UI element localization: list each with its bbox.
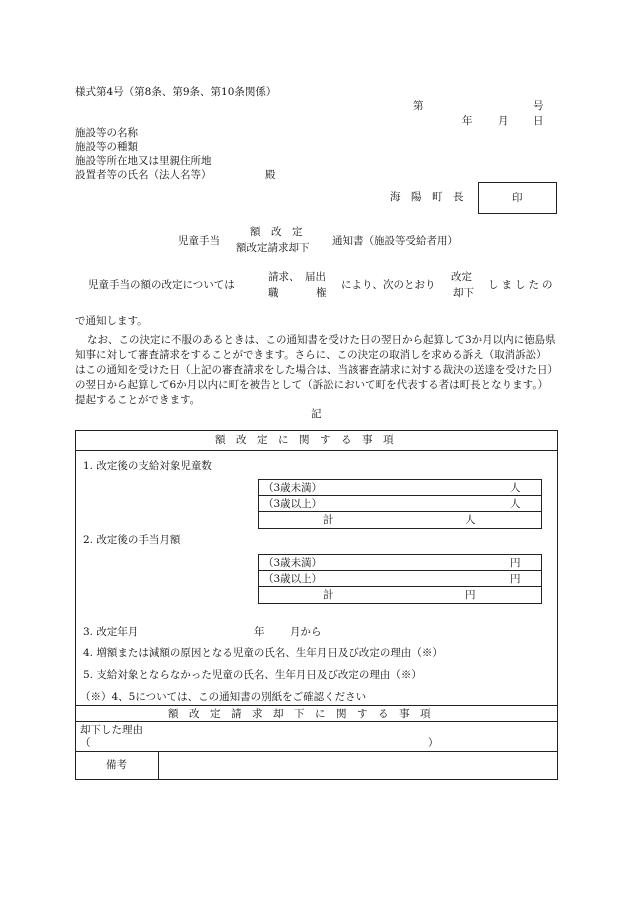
divider (75, 721, 557, 722)
honorific: 殿 (265, 169, 276, 181)
amount-under3-label: （3歳未満） (263, 557, 323, 569)
amount-over3-label: （3歳以上） (263, 573, 323, 585)
title-option-revision: 額 改 定 (250, 226, 303, 238)
notice-continuation: で通知します。 (75, 315, 148, 327)
revision-section-heading: 額 改 定 に 関 す る 事 項 (215, 434, 394, 446)
item4-label: 4. 増額または減額の原因となる児童の氏名、生年月日及び改定の理由（※） (83, 647, 443, 659)
date-year-label: 年 (462, 115, 473, 127)
divider (258, 495, 541, 496)
divider (158, 751, 159, 779)
item3-label: 3. 改定年月 (83, 626, 139, 638)
rejection-reason-open-paren: （ (80, 737, 91, 749)
notice-option-revised: 改定 (451, 271, 472, 283)
rejection-section-heading: 額 改 定 請 求 却 下 に 関 す る 事 項 (168, 708, 431, 720)
facility-type-label: 施設等の種類 (75, 141, 138, 153)
notice-middle: により、次のとおり (341, 279, 436, 291)
notice-option-report: 届出 (305, 271, 326, 283)
notice-option-ex-officio: 職 (268, 287, 279, 299)
title-option-rejection: 額改定請求却下 (236, 242, 310, 254)
children-total-unit: 人 (465, 514, 476, 526)
item3-year: 年 (254, 626, 265, 638)
rejection-reason-label: 却下した理由 (80, 724, 143, 736)
children-under3-unit: 人 (510, 482, 521, 494)
amount-under3-unit: 円 (510, 557, 521, 569)
remarks-label: 備考 (106, 759, 127, 771)
children-under3-label: （3歳未満） (263, 482, 323, 494)
children-total-label: 計 (323, 514, 334, 526)
divider (258, 570, 541, 571)
item5-label: 5. 支給対象とならなかった児童の氏名、生年月日及び改定の理由（※） (83, 669, 422, 681)
amount-total-unit: 円 (465, 589, 476, 601)
divider (258, 586, 541, 587)
item3-month: 月から (290, 626, 322, 638)
children-over3-label: （3歳以上） (263, 498, 323, 510)
date-day-label: 日 (533, 115, 544, 127)
notice-option-rejected: 却下 (453, 287, 474, 299)
appeal-paragraph: なお、この決定に不服のあるときは、この通知書を受けた日の翌日から起算して3か月以内に徳島県知事に対して審査請求をすることができます。さらに、この決定の取消しを求める訴え（取消訴訟）はこの通知を受けた日（上記の審査請求をした場合は、当該審査請求に対する裁決の送達を受けた日）の翌日から起算して6か月以内に町を被告として（訴訟において町を代表する者は町長となります。）提起することができます。 (75, 334, 556, 406)
notice-tail: しましたの (488, 279, 556, 291)
divider (75, 705, 557, 706)
notice-lead: 児童手当の額の改定については (88, 279, 235, 291)
children-over3-unit: 人 (510, 498, 521, 510)
form-number: 様式第4号（第8条、第9条、第10条関係） (75, 86, 277, 98)
notice-option-authority: 権 (316, 287, 327, 299)
facility-address-label: 施設等所在地又は里親住所地 (75, 155, 212, 167)
title-prefix: 児童手当 (178, 235, 220, 247)
item1-label: 1. 改定後の支給対象児童数 (83, 460, 212, 472)
annex-note: （※）4、5については、この通知書の別紙をご確認ください (80, 691, 367, 703)
date-month-label: 月 (498, 115, 509, 127)
divider (75, 751, 557, 752)
document-number-label: 第 (413, 100, 424, 112)
mayor-title: 海 陽 町 長 (390, 191, 464, 203)
ki-marker: 記 (311, 408, 322, 420)
item2-label: 2. 改定後の手当月額 (83, 534, 181, 546)
seal-label: 印 (512, 192, 523, 204)
divider (258, 511, 541, 512)
title-suffix: 通知書（施設等受給者用） (332, 235, 458, 247)
seal-box (478, 182, 557, 214)
founder-name-label: 設置者等の氏名（法人名等） (75, 169, 212, 181)
divider (75, 450, 557, 451)
facility-name-label: 施設等の名称 (75, 127, 138, 139)
rejection-reason-close-paren: ） (428, 737, 439, 749)
document-number-suffix: 号 (533, 100, 544, 112)
amount-total-label: 計 (323, 589, 334, 601)
notice-option-request: 請求、 (268, 271, 300, 283)
amount-over3-unit: 円 (510, 573, 521, 585)
